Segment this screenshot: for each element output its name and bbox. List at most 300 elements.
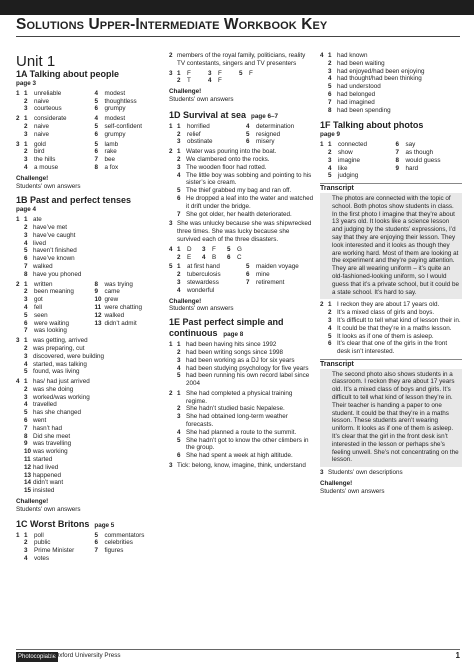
answer-text: relief <box>187 130 201 138</box>
answer-text: discovered, were building <box>33 352 105 360</box>
answer-text: thoughtless <box>104 97 137 105</box>
item-number <box>95 555 104 563</box>
answer-text: had belonged <box>337 90 376 98</box>
item-number: 2 <box>24 288 28 296</box>
exercise-1e-2: 2 1 She had completed a physical training regime. 2 She hadn’t studied basic Nepalese. 3 She had obtained long-term weather forecasts. 4 She had planned a route to the summit. 5 She hadn’t got to know the other climbers in the group. 6 She had spent a week at high altitude. <box>169 390 314 460</box>
item-number: 5 <box>177 187 181 195</box>
answer-text: got <box>34 296 43 304</box>
answer-text: worked/was working <box>33 393 90 401</box>
item-number: 6 <box>94 539 99 547</box>
item-number: 5 <box>94 531 99 539</box>
item-number: 4 <box>177 286 181 294</box>
exercise-1f-3: 3 Students’ own descriptions <box>320 469 403 477</box>
item-number: 10 <box>94 296 102 304</box>
item-number: 11 <box>94 303 102 311</box>
item-number: 3 <box>24 296 28 304</box>
item-number: 6 <box>227 253 231 261</box>
item-number: 2 <box>177 271 181 279</box>
item-number: 7 <box>177 210 181 218</box>
item-number: 4 <box>94 115 99 123</box>
item-number: 5 <box>24 368 28 376</box>
item-number: 1 <box>177 341 181 349</box>
item-number: 3 <box>328 67 332 75</box>
item-number: 6 <box>177 452 181 460</box>
answer-text: lamb <box>104 140 119 148</box>
answer-text: hasn’t had <box>33 424 63 432</box>
item-number: 2 <box>328 309 332 317</box>
item-number: 4 <box>208 77 212 85</box>
item-number: 8 <box>24 270 28 278</box>
item-number: 2 <box>24 385 28 393</box>
item-number: 12 <box>94 311 102 319</box>
answer-text: Prime Minister <box>34 547 75 555</box>
answer-text: had imagined <box>337 98 375 106</box>
answer-text: F <box>187 69 191 77</box>
item-number: 6 <box>177 194 181 202</box>
item-number: 1 <box>24 140 28 148</box>
answer-text: had been writing songs since 1998 <box>186 348 283 356</box>
item-number: 13 <box>24 471 32 479</box>
answer-text: F <box>249 69 253 77</box>
answer-text: considerate <box>34 115 67 123</box>
answer-text: rake <box>104 148 117 156</box>
item-number: 5 <box>24 247 28 255</box>
answer-text: connected <box>338 141 368 149</box>
item-number: 5 <box>177 372 181 380</box>
answer-text: wonderful <box>187 286 215 294</box>
section-title-1c: 1C Worst Britons <box>16 518 90 529</box>
item-number: 11 <box>24 456 31 464</box>
item-number: 2 <box>24 539 28 547</box>
answer-text: resigned <box>256 130 281 138</box>
item-number: 2 <box>24 97 28 105</box>
item-number: 3 <box>177 163 181 171</box>
answer-text: lived <box>33 239 46 247</box>
item-number: 6 <box>94 130 99 138</box>
item-number: 4 <box>24 555 28 563</box>
item-number: 1 <box>24 531 28 539</box>
item-number: 1 <box>177 263 181 271</box>
item-number: 3 <box>24 105 28 113</box>
answer-text: maiden voyage <box>256 263 299 271</box>
item-number: 1 <box>177 69 181 77</box>
item-number: 2 <box>328 59 332 67</box>
answer-text: She hadn’t got to know the other climbers in the group. <box>186 436 309 452</box>
answer-text: grumpy <box>104 130 126 138</box>
exercise-1c-3: 3 1 F 3 F 5 F 2 T 4 F <box>169 70 314 86</box>
answer-text: I reckon they are about 17 years old. <box>337 301 440 309</box>
transcript-box-2: The second photo also shows students in a classroom. I reckon they are about 17 years old. It’s a mixed class of boys and girls. It’s difficult to tell what kind of lesson they’re in. Their teacher is handing a paper to one student. It could be that they’re in a maths lesson. These students aren’t wearing uniform. It looks as if one of them is asleep. It’s clear that the girl in the front desk isn’t interested in the lesson or perhaps she’s feeling unwell. She’s not concentrating on the lesson. <box>320 369 462 468</box>
answer-text: The little boy was sobbing and pointing to his sister’s ice cream. <box>186 171 312 187</box>
item-number: 6 <box>328 340 332 348</box>
item-number: 4 <box>24 401 28 409</box>
item-number: 4 <box>246 122 250 130</box>
answer-text: say <box>405 141 416 149</box>
item-number: 4 <box>94 89 99 97</box>
answer-text: had understood <box>337 83 381 91</box>
item-number: 7 <box>24 424 28 432</box>
item-number: 2 <box>177 130 181 138</box>
answer-text: had lived <box>33 463 59 471</box>
item-number: 9 <box>395 164 400 172</box>
item-number: 2 <box>177 77 181 85</box>
answer-text: self-confident <box>104 122 142 130</box>
challenge-text: Students' own answers <box>169 305 234 313</box>
answer-text: She had completed a physical training regime. <box>186 389 293 405</box>
item-number: 6 <box>24 319 28 327</box>
item-number: 3 <box>24 547 28 555</box>
answer-text: The wooden floor had rotted. <box>186 163 267 171</box>
answer-text: bee <box>104 156 116 164</box>
page-ref-1c: page 5 <box>94 521 115 529</box>
document-title: Solutions Upper-Intermediate Workbook Key <box>16 16 328 33</box>
answer-text: He dropped a leaf into the water and watched it drift under the bridge. <box>186 194 314 210</box>
publisher-credit: © Oxford University Press <box>48 652 121 659</box>
item-number: 2 <box>24 344 28 352</box>
item-number: 9 <box>94 288 99 296</box>
item-number: 2 <box>177 253 181 261</box>
item-number: 2 <box>24 148 28 156</box>
answer-text: was working <box>33 448 68 456</box>
item-number: 10 <box>24 448 32 456</box>
answer-text: retirement <box>256 278 285 286</box>
answer-text: travelled <box>33 401 57 409</box>
answer-text: grumpy <box>104 105 126 113</box>
answer-text: figures <box>104 547 124 555</box>
answer-text: the hills <box>34 156 56 164</box>
answer-text: was trying <box>104 280 133 288</box>
answer-text: didn’t want <box>33 479 64 487</box>
answer-text: mine <box>256 271 270 279</box>
item-number: 5 <box>177 436 181 444</box>
answer-text: haven’t finished <box>33 247 77 255</box>
answer-text: It’s clear that one of the girls in the front desk isn’t interested. <box>337 340 448 356</box>
transcript-box-1: The photos are connected with the topic of school. Both photos show students in class. In the first photo I imagine that they’re about 13 years old. It looks like a science lesson and judging by the students’ expressions, I’d say that they are enjoying their lesson. They look interested and it looks as though they are working hard. Most of them are looking at the experiment and they’re paying attention. They are all wearing uniform – it’s quite an old-fashioned-looking uniform, so I would guess that it’s a private school, but it could be a state school. It’s hard to say. <box>320 193 462 299</box>
answer-text: It looks as if one of them is asleep. <box>337 332 434 340</box>
item-number: 3 <box>177 138 181 146</box>
item-number <box>239 77 248 85</box>
item-number: 5 <box>246 263 250 271</box>
item-number: 6 <box>24 417 28 425</box>
section-title-1d: 1D Survival at sea <box>169 109 247 120</box>
item-number: 8 <box>94 163 99 171</box>
item-number: 7 <box>246 278 250 286</box>
item-number: 5 <box>94 140 99 148</box>
answer-text: gold <box>34 140 46 148</box>
item-number: 14 <box>24 479 32 487</box>
answer-text: unreliable <box>34 89 62 97</box>
answer-text: a fox <box>104 163 119 171</box>
answer-text: determination <box>256 122 295 130</box>
item-number: 6 <box>94 105 99 113</box>
answer-text: Did she meet <box>33 432 71 440</box>
item-number: 1 <box>24 337 28 345</box>
answer-text: hard <box>405 164 419 172</box>
photocopiable-badge: Photocopiable <box>18 654 57 660</box>
answer-text <box>249 77 269 85</box>
item-number: 4 <box>24 239 28 247</box>
item-number: 3 <box>177 356 181 364</box>
item-number: 2 <box>24 122 28 130</box>
answer-text: She got older, her health deteriorated. <box>186 210 292 218</box>
answer-text: votes <box>34 555 50 563</box>
item-number: 3 <box>24 393 28 401</box>
exercise-1b-4: 4 1 has/ had just arrived 2 was she doing 3 worked/was working 4 travelled 5 has she changed 6 went 7 hasn’t had 8 Did she meet 9 was travelling 10 was working 11 started 12 had lived 13 happened 14 didn’t want 15 insisted <box>16 378 164 495</box>
answer-text: D <box>187 245 192 253</box>
transcript-label: Transcript <box>320 185 354 193</box>
item-number: 2 <box>177 155 181 163</box>
item-number: 6 <box>328 90 332 98</box>
item-number: 3 <box>24 352 28 360</box>
exercise-1f-1: 1 1 connected 6 say 2 show 7 as though 3 imagine 8 would guess 4 like 9 hard 5 judging <box>320 141 462 180</box>
answer-text: at first hand <box>187 263 220 271</box>
item-number: 4 <box>24 303 28 311</box>
column-3 <box>320 50 462 496</box>
item-number: 6 <box>395 141 400 149</box>
item-number: 13 <box>94 319 102 327</box>
item-number: 1 <box>328 52 332 59</box>
page-ref-1f: page 9 <box>320 131 340 139</box>
item-number: 2 <box>177 405 181 413</box>
item-number: 3 <box>328 316 332 324</box>
answer-text: imagine <box>338 156 361 164</box>
exercise-1e-3: 3 Tick: belong, know, imagine, think, understand <box>169 462 306 470</box>
challenge-text: Students' own answers <box>16 182 81 190</box>
item-number: 5 <box>328 83 332 91</box>
answer-text: She had planned a route to the summit. <box>186 428 297 436</box>
item-number <box>396 172 405 180</box>
answer-text: judging <box>338 172 359 180</box>
item-number: 5 <box>227 245 231 253</box>
item-number: 5 <box>94 97 99 105</box>
answer-text: had been spending <box>337 106 391 114</box>
unit-title: Unit 1 <box>16 53 56 70</box>
answer-text: went <box>33 417 47 425</box>
item-number: 9 <box>24 440 28 448</box>
challenge-text: Students’ own answers <box>320 487 385 495</box>
item-number: 3 <box>177 413 181 421</box>
answer-text: horrified <box>187 122 210 130</box>
answer-text: grew <box>104 296 119 304</box>
answer-text: had enjoyed/had been enjoying <box>337 67 425 75</box>
item-number: 15 <box>24 487 32 495</box>
challenge-text: Students' own answers <box>169 95 234 103</box>
answer-text: B <box>212 253 217 261</box>
item-number: 6 <box>24 255 28 263</box>
item-number: 4 <box>24 163 28 171</box>
item-number: 4 <box>177 171 181 179</box>
item-number: 4 <box>24 360 28 368</box>
item-number: 3 <box>328 156 332 164</box>
item-number: 4 <box>177 364 181 372</box>
item-number: 6 <box>246 271 250 279</box>
answer-text: It’s difficult to tell what kind of lesson their in. <box>337 316 461 324</box>
exercise-1d-2: 2 1 Water was pouring into the boat. 2 We clambered onto the rocks. 3 The wooden floor had rotted. 4 The little boy was sobbing and pointing to his sister’s ice cream. 5 The thief grabbed my bag and ran off. 6 He dropped a leaf into the water and watched it drift under the bridge. 7 She got older, her health deteriorated. <box>169 148 314 218</box>
exercise-1b-3: 3 1 was getting, arrived 2 was preparing, cut 3 discovered, were building 4 started, was talking 5 found, was living <box>16 337 164 376</box>
item-number: 1 <box>177 389 181 397</box>
item-number: 7 <box>328 98 332 106</box>
answer-text: had been waiting <box>337 59 385 67</box>
answer-text: have’ve met <box>33 223 67 231</box>
item-number: 5 <box>328 332 332 340</box>
answer-text: was travelling <box>33 440 72 448</box>
item-number: 2 <box>24 223 28 231</box>
exercise-1c-1: 1 1 poll 5 commentators 2 public 6 celebrities 3 Prime Minister 7 figures 4 votes <box>16 532 164 563</box>
answer-text: like <box>338 164 348 172</box>
answer-text: fell <box>34 303 43 311</box>
page-ref-1b: page 4 <box>16 206 36 214</box>
answer-text: It’s a mixed class of girls and boys. <box>337 309 435 317</box>
item-number: 1 <box>177 122 181 130</box>
answer-text: naive <box>34 122 50 130</box>
item-number: 8 <box>94 280 99 288</box>
answer-text: were waiting <box>34 319 69 327</box>
answer-text: seen <box>34 311 48 319</box>
transcript-label: Transcript <box>320 360 354 368</box>
answer-text: walked <box>33 262 53 270</box>
challenge-label: Challenge! <box>16 498 49 506</box>
section-title-1a: 1A Talking about people <box>16 69 120 79</box>
answer-text <box>105 327 165 335</box>
answer-text: public <box>34 539 51 547</box>
answer-text: We clambered onto the rocks. <box>186 155 270 163</box>
item-number: 3 <box>24 156 28 164</box>
answer-text: a mouse <box>34 163 59 171</box>
challenge-text: Students' own answers <box>16 505 81 513</box>
exercise-1d-5: 5 1 at first hand 5 maiden voyage 2 tuberculosis 6 mine 3 stewardess 7 retirement 4 wonderful <box>169 263 314 294</box>
answer-text: She had spent a week at high altitude. <box>186 452 293 460</box>
item-number: 4 <box>328 75 332 83</box>
challenge-label: Challenge! <box>169 297 202 305</box>
answer-text: was preparing, cut <box>33 344 85 352</box>
answer-text: started, was talking <box>33 360 87 368</box>
challenge-label: Challenge! <box>16 174 49 182</box>
answer-text: had been working as a DJ for six years <box>186 356 295 364</box>
item-number: 4 <box>328 324 332 332</box>
answer-text: misery <box>256 138 275 146</box>
answer-text: started <box>33 456 53 464</box>
exercise-1a-1: 1 1 unreliable 4 modest 2 naive 5 thoughtless 3 courteous 6 grumpy <box>16 90 164 113</box>
answer-text: has she changed <box>33 409 81 417</box>
answer-text: show <box>338 148 353 156</box>
item-number: 7 <box>395 148 400 156</box>
footer-rule <box>16 649 460 650</box>
answer-text: been meaning <box>34 288 74 296</box>
exercise-1d-3: 3 She was unlucky because she was shipwrecked three times. She was lucky because she survived each of the three disasters. <box>169 220 312 243</box>
item-number <box>246 287 255 295</box>
answer-text: walked <box>104 311 125 319</box>
answer-text: The thief grabbed my bag and ran off. <box>186 187 292 195</box>
answer-text: have you phoned <box>33 270 82 278</box>
column-2 <box>169 50 314 470</box>
answer-text: celebrities <box>104 539 133 547</box>
item-number: 12 <box>24 463 32 471</box>
answer-text: T <box>187 77 191 85</box>
answer-text: didn’t admit <box>104 319 137 327</box>
answer-text <box>105 555 165 563</box>
exercise-1a-2: 2 1 considerate 4 modest 2 naive 5 self-confident 3 naive 6 grumpy <box>16 115 164 138</box>
answer-text: E <box>187 253 192 261</box>
answer-text: modest <box>104 89 126 97</box>
item-number: 4 <box>202 253 206 261</box>
item-number: 3 <box>177 278 181 286</box>
answer-text: Water was pouring into the boat. <box>186 148 277 156</box>
answer-text: courteous <box>34 105 62 113</box>
item-number: 5 <box>94 122 99 130</box>
item-number: 7 <box>94 547 99 555</box>
exercise-1c-2: 2 members of the royal family, politicians, reality TV contestants, singers and TV presenters <box>169 52 306 67</box>
exercise-1e-1: 1 1 had been having hits since 1992 2 had been writing songs since 1998 3 had been working as a DJ for six years 4 had been studying psychology for five years 5 had been running his own record label since 2004 <box>169 341 314 388</box>
answer-text: F <box>218 77 222 85</box>
answer-text: had been having hits since 1992 <box>186 341 277 349</box>
item-number: 1 <box>328 141 332 149</box>
section-title-1f: 1F Talking about photos <box>320 120 424 131</box>
item-number: 3 <box>24 231 28 239</box>
item-number: 6 <box>246 138 250 146</box>
item-number: 6 <box>94 148 99 156</box>
item-number: 5 <box>246 130 250 138</box>
answer-text: was getting, arrived <box>33 337 88 345</box>
answer-text: She hadn’t studied basic Nepalese. <box>186 405 285 413</box>
item-number: 8 <box>395 156 400 164</box>
answer-text: would guess <box>405 156 441 164</box>
answer-text: F <box>212 245 216 253</box>
answer-text: naive <box>34 97 50 105</box>
answer-text: modest <box>104 115 126 123</box>
item-number: 3 <box>208 69 212 77</box>
exercise-1e-4: 4 1 had known 2 had been waiting 3 had enjoyed/had been enjoying 4 had thought/had been thinking 5 had understood 6 had belonged 7 had imagined 8 had been spending <box>320 52 462 114</box>
answer-text: has/ had just arrived <box>33 378 90 386</box>
page-ref-1e: page 8 <box>223 331 244 339</box>
item-number: 5 <box>328 172 332 180</box>
item-number: 5 <box>24 409 28 417</box>
column-1 <box>16 68 164 563</box>
item-number: 1 <box>24 89 28 97</box>
challenge-label: Challenge! <box>320 480 353 488</box>
section-title-1b: 1B Past and perfect tenses <box>16 195 132 206</box>
exercise-1f-2: 2 1 I reckon they are about 17 years old. 2 It’s a mixed class of girls and boys. 3 It’s difficult to tell what kind of lesson their in. 4 It could be that they’re in a maths lesson. 5 It looks as if one of them is asleep. 6 It’s clear that one of the girls in the front desk isn’t interested. <box>320 301 461 356</box>
answer-text: was she doing <box>33 385 74 393</box>
challenge-label: Challenge! <box>169 88 202 96</box>
answer-text: had been running his own record label since 2004 <box>186 372 310 388</box>
answer-text: insisted <box>33 487 55 495</box>
answer-text: as though <box>405 148 434 156</box>
answer-text: commentators <box>104 531 145 539</box>
item-number: 1 <box>24 115 28 123</box>
answer-text: have’ve known <box>33 255 75 263</box>
item-number: 7 <box>24 262 28 270</box>
exercise-1d-4: 4 1 D 3 F 5 G 2 E 4 B 6 C <box>169 246 314 262</box>
item-number: 1 <box>24 378 28 386</box>
item-number: 1 <box>24 216 28 224</box>
answer-text: happened <box>33 471 62 479</box>
item-number: 2 <box>328 148 332 156</box>
exercise-1b-2: 2 1 written 8 was trying 2 been meaning 9 came 3 got 10 grew 4 fell 11 were chatting 5 seen 12 walked 6 were waiting 13 didn’t admit 7 was looking <box>16 281 164 336</box>
item-number: 2 <box>177 348 181 356</box>
item-number: 3 <box>24 130 28 138</box>
answer-text: came <box>104 288 120 296</box>
answer-text: C <box>237 253 242 261</box>
item-number: 1 <box>177 148 181 156</box>
page-ref-1a: page 3 <box>16 80 36 87</box>
item-number: 8 <box>24 432 28 440</box>
answer-text: have’ve caught <box>33 231 76 239</box>
exercise-1b-1: 1 1 ate 2 have’ve met 3 have’ve caught 4 lived 5 haven’t finished 6 have’ve known 7 walked 8 have you phoned <box>16 216 164 278</box>
answer-text: bird <box>34 148 45 156</box>
answer-text: F <box>218 69 222 77</box>
answer-text: It could be that they’re in a maths lesson. <box>337 324 452 332</box>
answer-text: written <box>34 280 53 288</box>
